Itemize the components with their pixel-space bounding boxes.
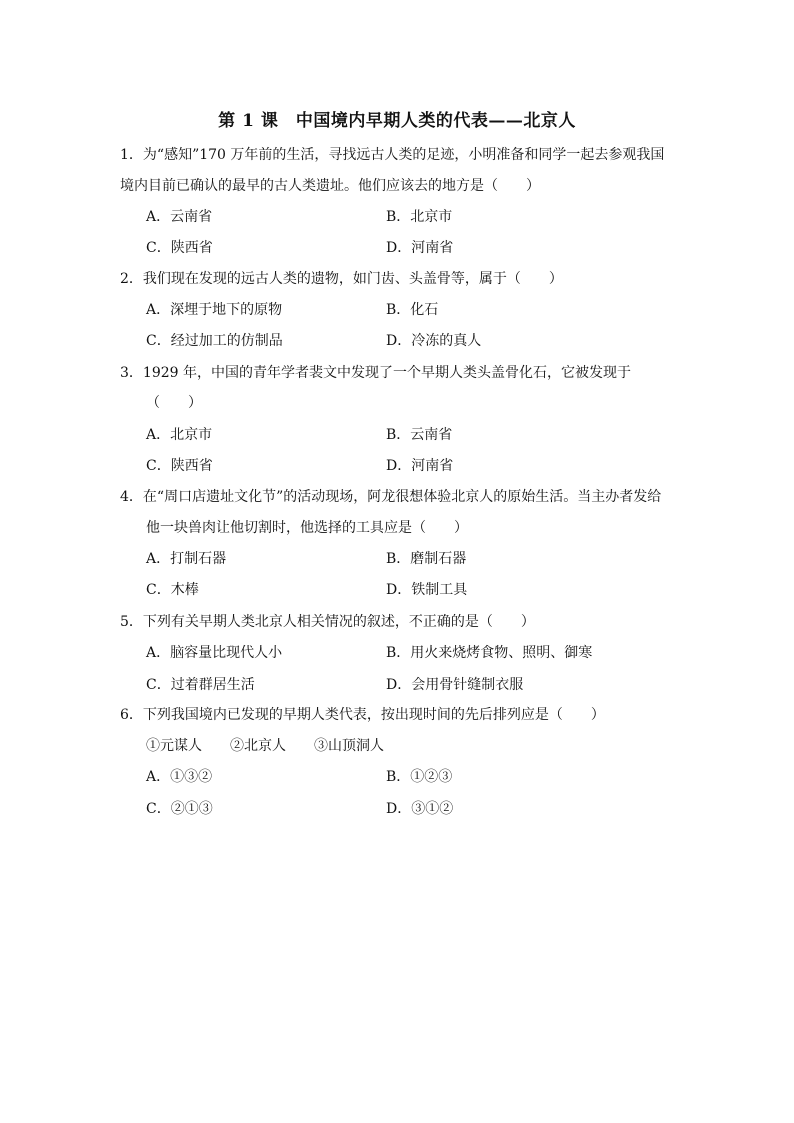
question-4-text: 4．在“周口店遗址文化节”的活动现场，阿龙很想体验北京人的原始生活。当主办者发给 (120, 489, 662, 505)
question-3-text: 3．1929 年，中国的青年学者裴文中发现了一个早期人类头盖骨化石，它被发现于 (120, 365, 631, 381)
question-6-option-c: C．②①③ (146, 801, 213, 817)
page-title: 第 1 课 中国境内早期人类的代表——北京人 (218, 111, 576, 131)
question-3-text-cont: （ ） (146, 395, 202, 411)
question-6-items: ①元谋人 ②北京人 ③山顶洞人 (146, 738, 384, 754)
question-3-option-c: C．陕西省 (146, 458, 213, 474)
question-5-text: 5．下列有关早期人类北京人相关情况的叙述，不正确的是（ ） (120, 614, 535, 630)
question-5-option-b: B．用火来烧烤食物、照明、御寒 (386, 645, 593, 661)
question-5-option-d: D．会用骨针缝制衣服 (386, 677, 524, 693)
question-1-text-cont: 境内目前已确认的最早的古人类遗址。他们应该去的地方是（ ） (120, 178, 540, 194)
question-2-option-b: B．化石 (386, 302, 439, 318)
question-1-option-d: D．河南省 (386, 240, 454, 256)
question-6-option-b: B．①②③ (386, 769, 453, 785)
question-4-option-d: D．铁制工具 (386, 582, 468, 598)
question-6-text: 6．下列我国境内已发现的早期人类代表，按出现时间的先后排列应是（ ） (120, 707, 605, 723)
question-4-option-b: B．磨制石器 (386, 551, 467, 567)
question-2-text: 2．我们现在发现的远古人类的遗物，如门齿、头盖骨等，属于（ ） (120, 271, 563, 287)
question-1-option-a: A．云南省 (146, 209, 213, 225)
question-4-option-c: C．木棒 (146, 582, 199, 598)
question-3-option-b: B．云南省 (386, 427, 453, 443)
question-4-option-a: A．打制石器 (146, 551, 227, 567)
question-3-option-a: A．北京市 (146, 427, 213, 443)
question-1-option-b: B．北京市 (386, 209, 453, 225)
question-2-option-d: D．冷冻的真人 (386, 333, 482, 349)
question-2-option-c: C．经过加工的仿制品 (146, 333, 283, 349)
question-5-option-a: A．脑容量比现代人小 (146, 645, 283, 661)
question-6-option-a: A．①③② (146, 769, 213, 785)
question-1-text: 1．为“感知”170 万年前的生活，寻找远古人类的足迹，小明准备和同学一起去参观我国 (120, 147, 665, 163)
question-4-text-cont: 他一块兽肉让他切割时，他选择的工具应是（ ） (146, 520, 468, 536)
question-6-option-d: D．③①② (386, 801, 454, 817)
question-2-option-a: A．深埋于地下的原物 (146, 302, 283, 318)
question-3-option-d: D．河南省 (386, 458, 454, 474)
question-1-option-c: C．陕西省 (146, 240, 213, 256)
question-5-option-c: C．过着群居生活 (146, 677, 255, 693)
